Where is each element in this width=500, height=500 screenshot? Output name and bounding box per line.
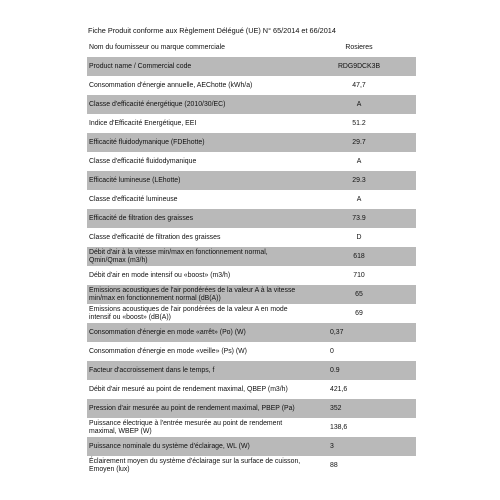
- row-label: Puissance électrique à l'entrée mesurée au point de rendement maximal, WBEP (W): [89, 419, 283, 435]
- row-label: Emissions acoustiques de l'air pondérées de la valeur A à la vitesse min/max en fonctionnement normal (dB(A)): [89, 286, 296, 302]
- row-value: 29.7: [352, 138, 366, 146]
- table-row: [87, 247, 416, 266]
- row-value: 0,37: [330, 328, 344, 336]
- row-value: 88: [330, 461, 338, 469]
- sheet-title: Fiche Produit conforme aux Règlement Délégué (UE) N° 65/2014 et 66/2014: [88, 26, 336, 35]
- row-label: Efficacité fluidodymanique (FDEhotte): [89, 138, 205, 146]
- table-row: [87, 114, 416, 133]
- row-value: RDG9DCK3B: [337, 62, 381, 70]
- row-value: 73.9: [352, 214, 366, 222]
- row-value: 352: [330, 404, 342, 412]
- table-row: [87, 76, 416, 95]
- row-value: Rosieres: [345, 43, 373, 51]
- row-value: 51.2: [352, 119, 366, 127]
- row-label: Indice d'Efficacité Energétique, EEI: [89, 119, 197, 127]
- row-label: Product name / Commercial code: [89, 62, 192, 70]
- table-row: [87, 209, 416, 228]
- row-label: Débit d'air à la vitesse min/max en fonctionnement normal, Qmin/Qmax (m3/h): [89, 248, 268, 264]
- row-value: 0: [330, 347, 334, 355]
- row-label: Classe d'efficacité fluidodymanique: [89, 157, 197, 165]
- row-value: 421,6: [330, 385, 348, 393]
- row-value: A: [356, 195, 362, 203]
- row-label: Efficacité de filtration des graisses: [89, 214, 194, 222]
- row-value: 710: [353, 271, 365, 279]
- row-label: Classe d'efficacité lumineuse: [89, 195, 178, 203]
- table-row: [87, 152, 416, 171]
- table-row: [87, 456, 416, 475]
- row-label: Classe d'efficacité de filtration des graisses: [89, 233, 221, 241]
- row-value: A: [356, 100, 362, 108]
- table-row: [87, 266, 416, 285]
- row-label: Nom du fournisseur ou marque commerciale: [89, 43, 225, 51]
- spec-table: [87, 38, 416, 475]
- table-row: [87, 228, 416, 247]
- table-row: [87, 361, 416, 380]
- row-label: Efficacité lumineuse (LEhotte): [89, 176, 181, 184]
- row-label: Pression d'air mesurée au point de rendement maximal, PBEP (Pa): [89, 404, 295, 412]
- table-row: [87, 418, 416, 437]
- table-row: [87, 323, 416, 342]
- table-row: [87, 57, 416, 76]
- row-value: 69: [355, 309, 363, 317]
- row-label: Puissance nominale du système d'éclairage, WL (W): [89, 442, 250, 450]
- product-sheet: [84, 0, 418, 500]
- table-row: [87, 437, 416, 456]
- row-label: Consommation d'énergie en mode «veille» (Ps) (W): [89, 347, 247, 355]
- table-row: [87, 133, 416, 152]
- table-row: [87, 399, 416, 418]
- row-label: Classe d'efficacité énergétique (2010/30/EC): [89, 100, 226, 108]
- table-row: [87, 171, 416, 190]
- table-row: [87, 304, 416, 323]
- row-value: 47,7: [352, 81, 366, 89]
- row-value: 65: [355, 290, 363, 298]
- table-row: [87, 285, 416, 304]
- table-row: [87, 342, 416, 361]
- row-label: Débit d'air en mode intensif ou «boost» (m3/h): [89, 271, 231, 279]
- table-row: [87, 380, 416, 399]
- row-value: D: [356, 233, 362, 241]
- row-label: Emissions acoustiques de l'air pondérées de la valeur A en mode intensif ou «boost» (dB(A)): [89, 305, 288, 321]
- row-value: 3: [330, 442, 334, 450]
- row-label: Éclairement moyen du système d'éclairage sur la surface de cuisson, Emoyen (lux): [89, 457, 301, 473]
- row-label: Facteur d'accroissement dans le temps, f: [89, 366, 215, 374]
- row-value: 29.3: [352, 176, 366, 184]
- row-label: Consommation d'énergie annuelle, AEChotte (kWh/a): [89, 81, 253, 89]
- row-value: 618: [353, 252, 365, 260]
- row-value: 138,6: [330, 423, 348, 431]
- row-value: 0.9: [330, 366, 340, 374]
- table-row: [87, 38, 416, 57]
- row-value: A: [356, 157, 362, 165]
- table-row: [87, 95, 416, 114]
- row-label: Consommation d'énergie en mode «arrêt» (Po) (W): [89, 328, 246, 336]
- row-label: Débit d'air mesuré au point de rendement maximal, QBEP (m3/h): [89, 385, 288, 393]
- table-row: [87, 190, 416, 209]
